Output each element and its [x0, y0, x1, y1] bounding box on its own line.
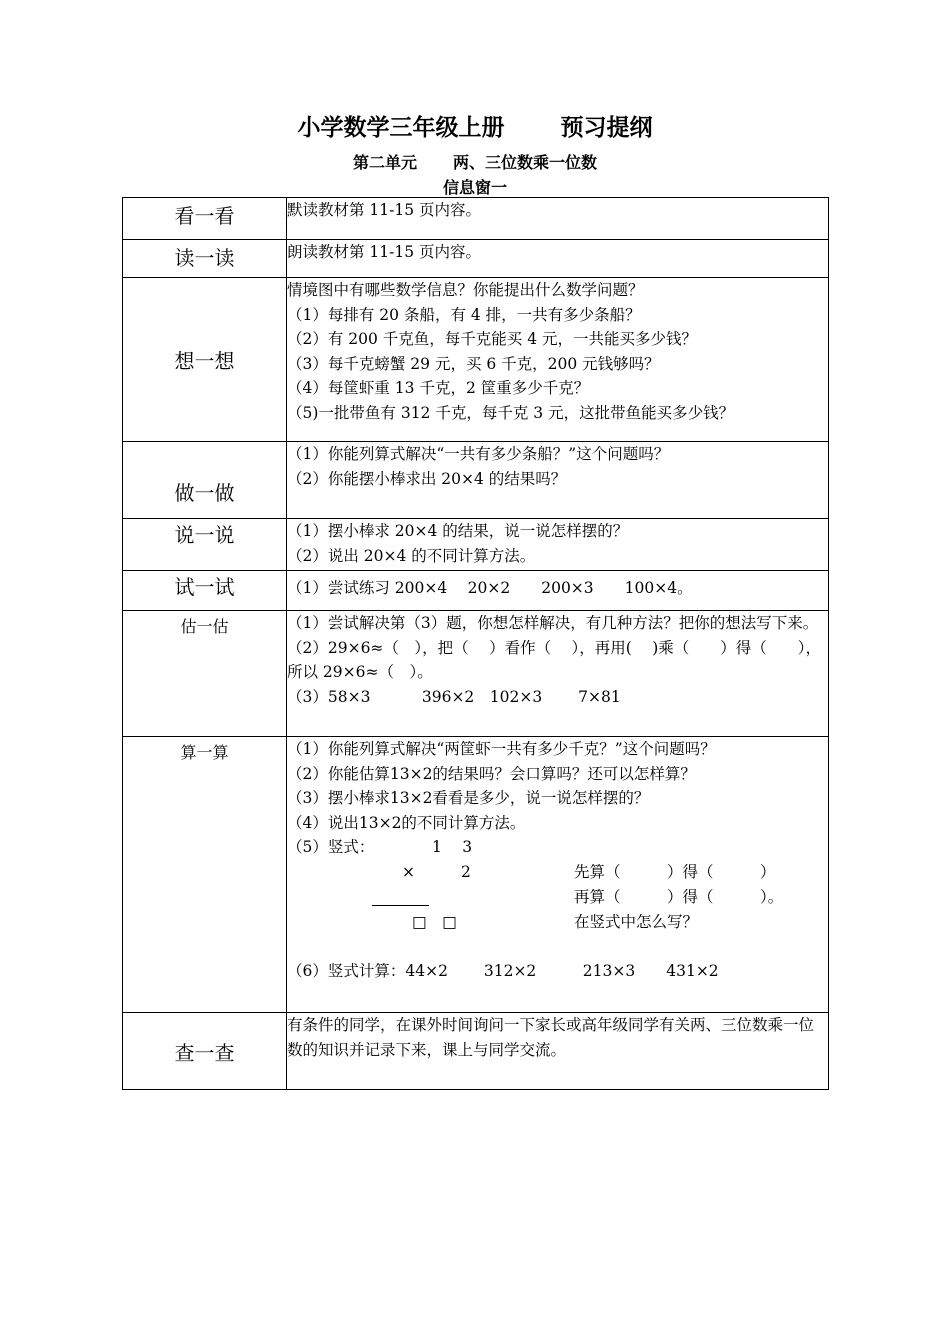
title-left: 小学数学三年级上册 [297, 115, 505, 141]
content-line: （2）有 200 千克鱼，每千克能买 4 元，一共能买多少钱？ [287, 330, 698, 349]
content-line: （2）说出 20×4 的不同计算方法。 [287, 546, 536, 565]
row-calculate [123, 737, 829, 1013]
content-line: （1）尝试练习 200×4 20×2 200×3 100×4。 [287, 579, 693, 597]
content-line: 有条件的同学，在课外时间询问一下家长或高年级同学有关两、三位数乘一位数的知识并记录下来，课上与同学交流。 [287, 1016, 815, 1059]
row-label: 说一说 [123, 519, 287, 571]
content-line: （4）每筐虾重 13 千克，2 筐重多少千克？ [287, 379, 590, 398]
row-estimate [123, 611, 829, 737]
outline-table [122, 197, 829, 1090]
unit-number: 第二单元 [352, 153, 417, 172]
window-heading: 信息窗一 [442, 178, 507, 197]
row-label: 试一试 [123, 571, 287, 611]
row-content [287, 240, 829, 278]
content-line: （1）尝试解决第（3）题，你想怎样解决，有几种方法？把你的想法写下来。 [287, 614, 819, 632]
step-first: 先算（ ）得（ ） [574, 863, 776, 882]
row-content [287, 442, 829, 519]
vertical-label: （5）竖式： [287, 838, 375, 857]
row-think [123, 278, 829, 442]
row-look [123, 198, 829, 240]
result-boxes: □ □ [412, 913, 457, 932]
row-read [123, 240, 829, 278]
row-content [287, 278, 829, 442]
content-line: （3）58×3 396×2 102×3 7×81 [287, 687, 621, 706]
row-label: 想一想 [123, 278, 287, 442]
row-label: 做一做 [123, 442, 287, 519]
row-content [287, 1013, 829, 1090]
content-line: （2）29×6≈（ ），把（ ）看作（ ），再用( )乘（ ）得（ ），所以 29×6≈（ ）。 [287, 638, 822, 682]
content-line: （6）竖式计算：44×2 312×2 213×3 431×2 [287, 962, 719, 981]
row-label: 估一估 [123, 611, 287, 737]
content-line: 朗读教材第 11-15 页内容。 [287, 243, 482, 261]
row-content [287, 611, 829, 737]
row-content [287, 737, 829, 1013]
step-third: 在竖式中怎么写？ [574, 913, 699, 932]
title-right: 预习提纲 [560, 115, 653, 141]
row-do [123, 442, 829, 519]
row-label: 算一算 [123, 737, 287, 1013]
vertical-top-digits: 1 3 [432, 838, 473, 857]
content-line: 情境图中有哪些数学信息？你能提出什么数学问题？ [287, 281, 644, 299]
unit-heading [0, 150, 950, 173]
content-line: （1）摆小棒求 20×4 的结果，说一说怎样摆的？ [287, 522, 629, 540]
row-content [287, 198, 829, 240]
vertical-calculation [287, 835, 828, 959]
times-sign: × [402, 863, 415, 882]
content-line: 默读教材第 11-15 页内容。 [287, 201, 482, 219]
content-line: （1）每排有 20 条船，有 4 排，一共有多少条船？ [287, 305, 641, 324]
step-second: 再算（ ）得（ ）。 [574, 888, 784, 907]
content-line: （2）你能摆小棒求出 20×4 的结果吗？ [287, 469, 567, 488]
row-try [123, 571, 829, 611]
row-label: 查一查 [123, 1013, 287, 1090]
content-line: （1）你能列算式解决“一共有多少条船？”这个问题吗？ [287, 445, 670, 463]
vertical-rule [372, 905, 429, 906]
content-line: （4）说出13×2的不同计算方法。 [287, 813, 526, 832]
page-title [0, 109, 950, 142]
content-line: （5)一批带鱼有 312 千克，每千克 3 元，这批带鱼能买多少钱？ [287, 403, 735, 422]
row-label: 看一看 [123, 198, 287, 240]
unit-topic: 两、三位数乘一位数 [453, 153, 598, 172]
content-line: （3）摆小棒求13×2看看是多少，说一说怎样摆的？ [287, 789, 650, 808]
content-line: （3）每千克螃蟹 29 元，买 6 千克，200 元钱够吗？ [287, 354, 660, 373]
vertical-multiplier: 2 [461, 863, 471, 882]
row-check [123, 1013, 829, 1090]
content-line: （1）你能列算式解决“两筐虾一共有多少千克？”这个问题吗？ [287, 740, 716, 758]
row-content [287, 519, 829, 571]
row-label: 读一读 [123, 240, 287, 278]
row-content [287, 571, 829, 611]
row-say [123, 519, 829, 571]
content-line: （2）你能估算13×2的结果吗？会口算吗？还可以怎样算？ [287, 764, 696, 783]
